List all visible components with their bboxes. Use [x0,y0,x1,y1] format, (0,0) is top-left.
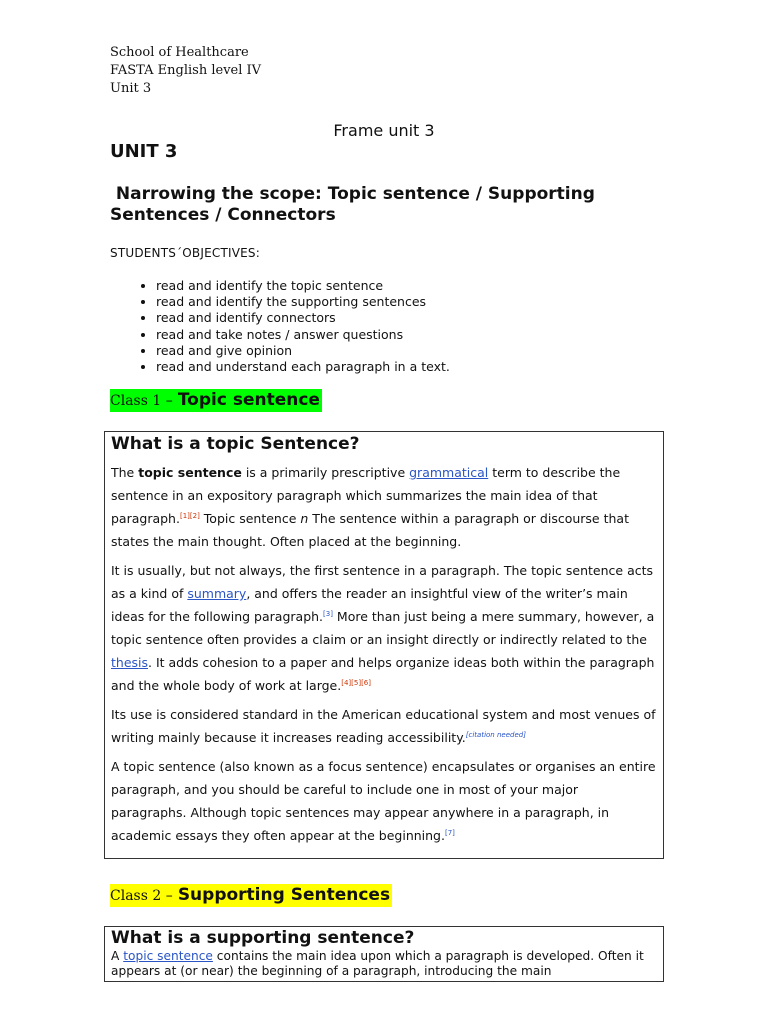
objective-item: • read and give opinion [156,343,450,359]
text-run: It is usually, but not always, the first sentence in a paragraph. The topic sentence acts as a kind of [111,563,654,601]
topic-sentence-heading: What is a topic Sentence? [111,434,360,454]
class1-label: Class 1 – [110,393,173,409]
supporting-sentence-box [104,926,664,982]
objective-item: • read and identify the topic sentence [156,278,450,294]
text-run: term to describe the sentence in an expository paragraph which summarizes the main idea of that paragraph. [111,465,621,526]
thesis-link[interactable]: thesis [111,655,149,670]
citation-link[interactable]: [7] [444,828,455,837]
topic-paragraph-1 [111,461,657,553]
grammatical-link[interactable]: grammatical [409,465,489,480]
unit-subtitle [110,184,670,226]
unit-label: Unit 3 [110,81,152,96]
text-run: More than just being a mere summary, however, a topic sentence often provides a claim or an insight directly or indirectly related to the [111,609,655,647]
topic-sentence-link[interactable]: topic sentence [123,949,213,963]
unit-title: UNIT 3 [110,141,178,162]
topic-paragraph-2 [111,559,657,697]
supporting-paragraph-1 [111,949,657,979]
objective-item: • read and understand each paragraph in a text. [156,359,450,375]
text-run: A [111,949,124,963]
text-run: contains the main idea upon which a paragraph is developed. Often it appears at (or near) the beginning of a paragraph, introducing the main [111,949,644,978]
topic-paragraph-3 [111,703,657,749]
summary-link[interactable]: summary [187,586,247,601]
citation-link[interactable]: [4][5][6] [341,678,371,687]
text-run: A topic sentence (also known as a focus sentence) encapsulates or organises an entire paragraph, and you should be careful to include one in most of your major paragraphs. Although topic sentences may appear anywhere in a paragraph, in academic essays they often appear at the beginning. [111,759,656,843]
citation-link[interactable]: [3] [323,609,333,618]
bold-term: topic sentence [138,465,242,480]
class2-title: Supporting Sentences [177,885,391,905]
citation-link[interactable]: [1][2] [179,511,200,520]
objectives-list [132,278,450,375]
supporting-sentence-heading: What is a supporting sentence? [111,928,415,948]
objective-item: • read and identify the supporting sentences [156,294,450,310]
frame-title: Frame unit 3 [333,121,435,140]
text-run: Its use is considered standard in the American educational system and most venues of writing mainly because it increases reading accessibility. [111,707,656,745]
course-name: FASTA English level IV [110,63,262,78]
italic-term: n [300,511,309,526]
class2-label: Class 2 – [110,888,173,904]
text-run: The sentence within a paragraph or discourse that states the main thought. Often placed at the beginning. [111,511,629,549]
text-run: The [111,465,139,480]
text-run: is a primarily prescriptive [241,465,410,480]
citation-needed-link[interactable]: [citation needed] [465,730,526,739]
school-name: School of Healthcare [110,45,249,60]
class1-heading [110,389,322,412]
text-run: Topic sentence [199,511,301,526]
topic-paragraph-4 [111,755,657,847]
text-run: . It adds cohesion to a paper and helps organize ideas both within the paragraph and the whole body of work at large. [111,655,655,693]
objectives-label: STUDENTS´OBJECTIVES: [110,246,260,260]
document-header [110,44,261,98]
class1-title: Topic sentence [177,390,320,410]
objective-item: • read and identify connectors [156,310,450,326]
class2-heading [110,884,392,907]
unit-subtitle-text: Narrowing the scope: Topic sentence / Supporting Sentences / Connectors [110,184,595,225]
topic-sentence-box [104,431,664,859]
objective-item: • read and take notes / answer questions [156,327,450,343]
text-run: , and offers the reader an insightful view of the writer’s main ideas for the following paragraph. [111,586,628,624]
